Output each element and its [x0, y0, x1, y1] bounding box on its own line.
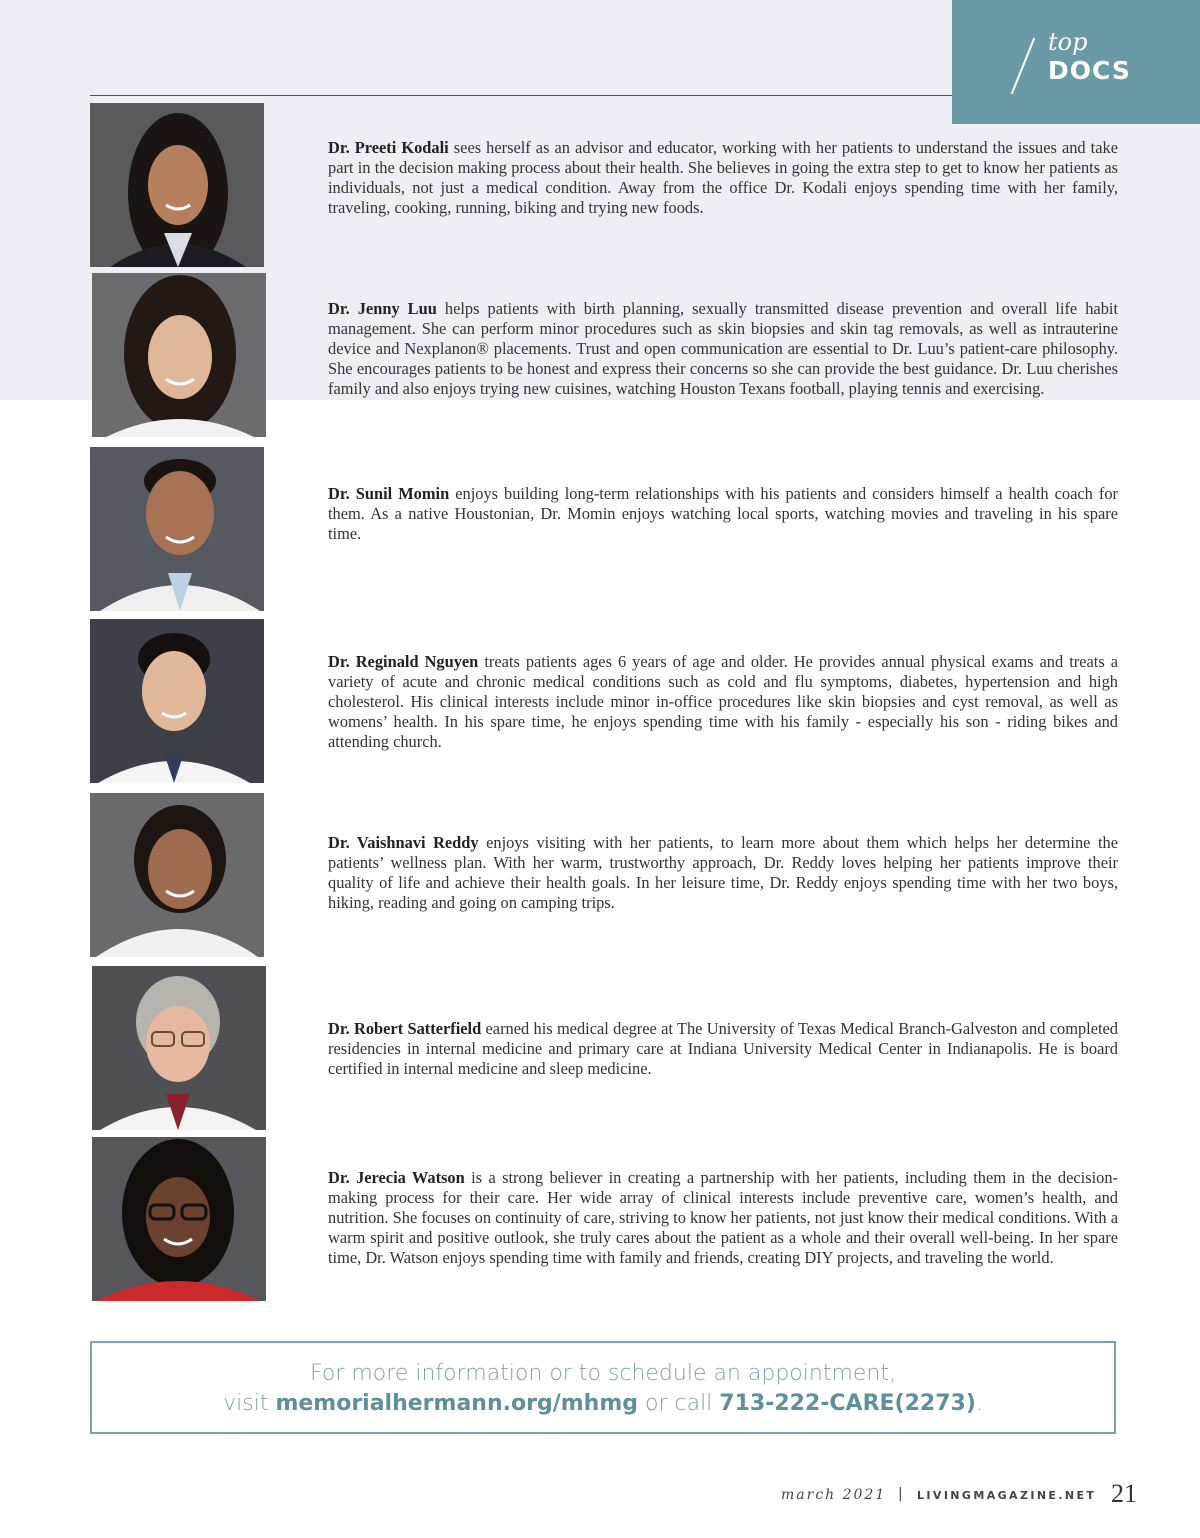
doctor-bio-text-luu: helps patients with birth planning, sexually transmitted disease prevention and overall life habit management. She can perform minor procedures such as skin biopsies and skin tag removals, as well as intrauterine device and Nexplanon® placements. Trust and open communication are essential to Dr. Luu’s patient-care philosophy. She encourages patients to be honest and express their concerns so she can provide the best guidance. Dr. Luu cherishes family and also enjoys trying new cuisines, watching Houston Texans football, playing tennis and exercising.: [328, 299, 1118, 398]
doctor-bio-text-kodali: sees herself as an advisor and educator, working with her patients to understand the issues and take part in the decision making process about their health. She believes in going the extra step to get to know her patients as individuals, not just a medical condition. Away from the office Dr. Kodali enjoys spending time with her family, traveling, cooking, running, biking and trying new foods.: [328, 138, 1118, 217]
portrait-man-glasses-icon: [92, 966, 266, 1130]
callout-period: .: [975, 1391, 983, 1416]
section-tag-top: top: [1048, 28, 1088, 56]
doctor-bio-kodali: [328, 138, 1118, 218]
doctor-photo-watson: [92, 1137, 266, 1301]
doctor-entry-momin: [90, 447, 1120, 611]
doctor-entry-kodali: [90, 103, 1120, 267]
portrait-man-icon: [90, 447, 264, 611]
portrait-woman-icon: [90, 793, 264, 957]
doctor-name-luu: Dr. Jenny Luu: [328, 299, 437, 318]
callout-line-1: For more information or to schedule an appointment,: [310, 1361, 896, 1386]
doctor-bio-watson: [328, 1168, 1118, 1268]
doctor-bio-text-momin: enjoys building long-term relationships with his patients and considers himself a health coach for them. As a native Houstonian, Dr. Momin enjoys watching local sports, watching movies and traveling in his spare time.: [328, 484, 1119, 543]
doctor-name-kodali: Dr. Preeti Kodali: [328, 138, 449, 157]
doctor-name-satterfield: Dr. Robert Satterfield: [328, 1019, 482, 1038]
doctor-bio-reddy: [328, 833, 1118, 913]
doctor-bio-text-satterfield: earned his medical degree at The University of Texas Medical Branch-Galveston and completed residencies in internal medicine and primary care at Indiana University Medical Center in Indianapolis. He is board certified in internal medicine and sleep medicine.: [328, 1019, 1118, 1078]
callout-line-2: [92, 1389, 1114, 1419]
section-tag-docs: DOCS: [1048, 56, 1131, 85]
footer-separator: |: [898, 1486, 903, 1502]
portrait-woman-glasses-icon: [92, 1137, 266, 1301]
doctor-photo-momin: [90, 447, 264, 611]
doctor-photo-luu: [92, 273, 266, 437]
doctor-name-nguyen: Dr. Reginald Nguyen: [328, 652, 479, 671]
doctor-name-watson: Dr. Jerecia Watson: [328, 1168, 465, 1187]
doctor-entry-satterfield: [90, 966, 1120, 1130]
doctor-bio-text-watson: is a strong believer in creating a partnership with her patients, including them in the decision-making process for their care. Her wide array of clinical interests include preventive care, women’s health, and nutrition. She focuses on continuity of care, striving to know her patients, not just know their medical conditions. With a warm spirit and positive outlook, she truly cares about the patient as a whole and their overall well-being. In her spare time, Dr. Watson enjoys spending time with family and friends, creating DIY projects, and traveling the world.: [328, 1168, 1118, 1267]
callout-or-call-text: or call: [638, 1391, 720, 1416]
portrait-man-icon: [90, 619, 264, 783]
doctor-entry-watson: [90, 1137, 1120, 1301]
doctor-name-reddy: Dr. Vaishnavi Reddy: [328, 833, 479, 852]
footer-site: LIVINGMAGAZINE.NET: [917, 1489, 1097, 1502]
doctor-bio-luu: [328, 299, 1118, 399]
doctor-entry-luu: [90, 273, 1120, 437]
portrait-woman-icon: [90, 103, 264, 267]
doctor-entry-nguyen: [90, 619, 1120, 783]
callout-url-link[interactable]: memorialhermann.org/mhmg: [275, 1391, 638, 1416]
doctor-photo-kodali: [90, 103, 264, 267]
page-number: 21: [1111, 1479, 1137, 1508]
doctor-photo-reddy: [90, 793, 264, 957]
callout-visit-text: visit: [223, 1391, 276, 1416]
header-rule: [90, 95, 952, 96]
portrait-woman-icon: [92, 273, 266, 437]
doctor-photo-nguyen: [90, 619, 264, 783]
doctor-bio-momin: [328, 484, 1118, 544]
doctor-bio-text-reddy: enjoys visiting with her patients, to learn more about them which helps her determine the patients’ wellness plan. With her warm, trustworthy approach, Dr. Reddy loves helping her patients improve their quality of life and achieve their health goals. In her leisure time, Dr. Reddy enjoys spending time with her two boys, hiking, reading and going on camping trips.: [328, 833, 1118, 912]
appointment-callout: [90, 1341, 1116, 1434]
doctor-bio-satterfield: [328, 1019, 1118, 1079]
callout-phone-link[interactable]: 713-222-CARE(2273): [719, 1391, 976, 1416]
doctor-name-momin: Dr. Sunil Momin: [328, 484, 450, 503]
doctor-photo-satterfield: [92, 966, 266, 1130]
doctor-entry-reddy: [90, 793, 1120, 957]
doctor-bio-nguyen: [328, 652, 1118, 752]
footer-date: march 2021: [781, 1487, 887, 1503]
doctor-bio-text-nguyen: treats patients ages 6 years of age and older. He provides annual physical exams and treats a variety of acute and chronic medical conditions such as cold and flu symptoms, diabetes, hypertension and high cholesterol. His clinical interests include minor in-office procedures like skin biopsies and cyst removal, as well as womens’ health. In his spare time, he enjoys spending time with his family - especially his son - riding bikes and attending church.: [328, 652, 1118, 751]
